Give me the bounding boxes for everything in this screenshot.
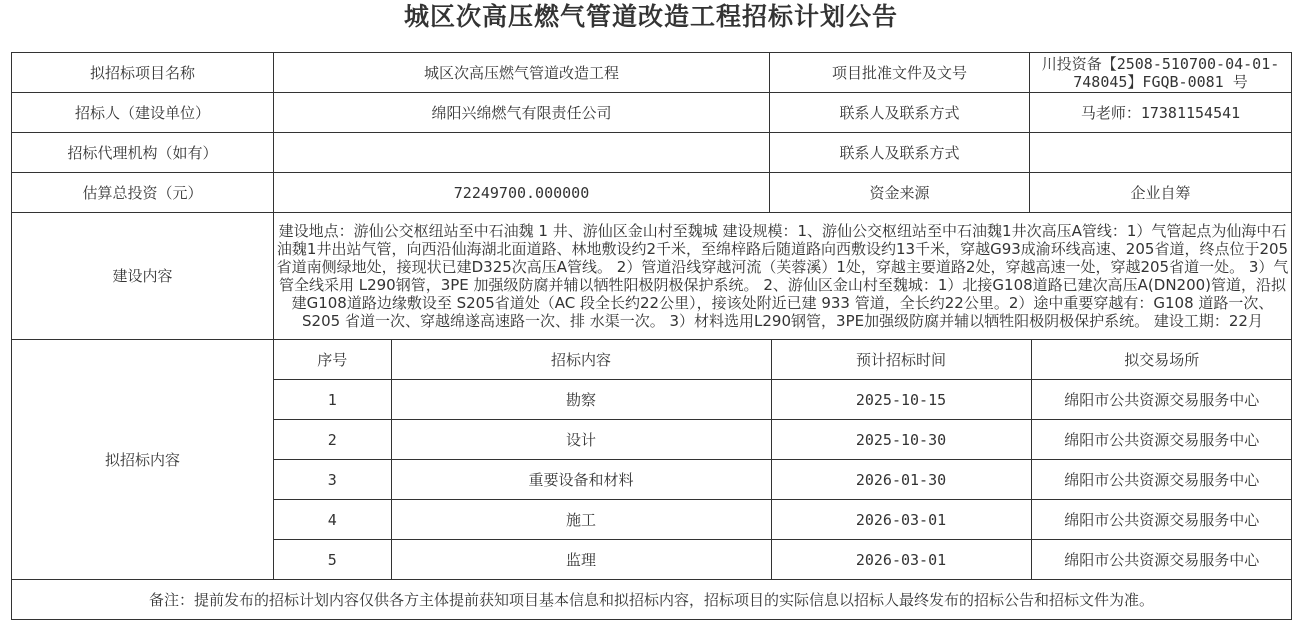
plan-row-content: 重要设备和材料 [391, 460, 771, 500]
plan-row-place: 绵阳市公共资源交易服务中心 [1031, 540, 1292, 580]
tenderer-contact-label: 联系人及联系方式 [770, 93, 1030, 133]
plan-row-content: 施工 [391, 500, 771, 540]
project-name-row [12, 53, 1292, 93]
agency-row [12, 133, 1292, 173]
plan-header-place: 拟交易场所 [1031, 340, 1292, 380]
plan-row-place: 绵阳市公共资源交易服务中心 [1031, 500, 1292, 540]
plan-row-time: 2026-03-01 [771, 500, 1031, 540]
plan-table [274, 340, 1292, 579]
remark-text: 备注：提前发布的招标计划内容仅供各方主体提前获知项目基本信息和拟招标内容，招标项目的实际信息以招标人最终发布的招标公告和招标文件为准。 [12, 580, 1292, 620]
plan-row-place: 绵阳市公共资源交易服务中心 [1031, 380, 1292, 420]
announcement-table [11, 52, 1292, 620]
plan-row-time: 2026-01-30 [771, 460, 1031, 500]
plan-row-item [274, 420, 1292, 460]
plan-header-time: 预计招标时间 [771, 340, 1031, 380]
plan-row [12, 340, 1292, 580]
plan-row-item [274, 500, 1292, 540]
remark-row [12, 580, 1292, 620]
plan-row-content: 设计 [391, 420, 771, 460]
construction-content: 建设地点：游仙公交枢纽站至中石油魏 1 井、游仙区金山村至魏城 建设规模：1、游仙公交枢纽站至中石油魏1井次高压A管线：1）气管起点为仙海中石油魏1井出站气管，向西沿仙海湖北面道路、林地敷设约2千米，至绵梓路后随道路向西敷设约13千米，穿越G93成渝环线高速、205省道，终点位于205省道南侧绿地处，接现状已建D325次高压A管线。 2）管道沿线穿越河流（芙蓉溪）1处，穿越主要道路2处，穿越高速一处，穿越205省道一处。 3）气管全线采用 L290钢管，3PE 加强级防腐并辅以牺牲阳极阴极保护系统。 2、游仙区金山村至魏城：1）北接G108道路已建次高压A(DN200)管道，沿拟建G108道路边缘敷设至 S205省道处（AC 段全长约22公里），接该处附近已建 933 管道，全长约22公里。2）途中重要穿越有：G108 道路一次、S205 省道一次、穿越绵遂高速路一次、排 水渠一次。 3）材料选用L290钢管，3PE加强级防腐并辅以牺牲阳极阴极保护系统。 建设工期：22月 [274, 213, 1292, 340]
plan-row-no: 4 [274, 500, 391, 540]
tenderer-row [12, 93, 1292, 133]
plan-row-time: 2025-10-15 [771, 380, 1031, 420]
tenderer-value: 绵阳兴绵燃气有限责任公司 [274, 93, 770, 133]
investment-value: 72249700.000000 [274, 173, 770, 213]
investment-row [12, 173, 1292, 213]
plan-row-no: 2 [274, 420, 391, 460]
approval-label: 项目批准文件及文号 [770, 53, 1030, 93]
agency-contact-label: 联系人及联系方式 [770, 133, 1030, 173]
plan-row-no: 1 [274, 380, 391, 420]
page-title: 城区次高压燃气管道改造工程招标计划公告 [403, 2, 898, 31]
plan-header-row [274, 340, 1292, 380]
investment-label: 估算总投资（元） [12, 173, 274, 213]
tenderer-contact-value: 马老师：17381154541 [1030, 93, 1292, 133]
fund-source-label: 资金来源 [770, 173, 1030, 213]
tenderer-label: 招标人（建设单位） [12, 93, 274, 133]
plan-row-place: 绵阳市公共资源交易服务中心 [1031, 460, 1292, 500]
plan-row-content: 勘察 [391, 380, 771, 420]
approval-value: 川投资备【2508-510700-04-01-748045】FGQB-0081 号 [1030, 53, 1292, 93]
fund-source-value: 企业自筹 [1030, 173, 1292, 213]
plan-row-time: 2025-10-30 [771, 420, 1031, 460]
plan-row-content: 监理 [391, 540, 771, 580]
plan-row-item [274, 540, 1292, 580]
plan-row-item [274, 460, 1292, 500]
plan-row-item [274, 380, 1292, 420]
construction-row [12, 213, 1292, 340]
plan-header-no: 序号 [274, 340, 391, 380]
project-name-label: 拟招标项目名称 [12, 53, 274, 93]
plan-row-place: 绵阳市公共资源交易服务中心 [1031, 420, 1292, 460]
plan-cell [274, 340, 1292, 580]
agency-contact-value [1030, 133, 1292, 173]
project-name-value: 城区次高压燃气管道改造工程 [274, 53, 770, 93]
plan-label: 拟招标内容 [12, 340, 274, 580]
plan-row-no: 3 [274, 460, 391, 500]
construction-label: 建设内容 [12, 213, 274, 340]
plan-row-time: 2026-03-01 [771, 540, 1031, 580]
agency-value [274, 133, 770, 173]
agency-label: 招标代理机构（如有） [12, 133, 274, 173]
plan-row-no: 5 [274, 540, 391, 580]
plan-header-content: 招标内容 [391, 340, 771, 380]
